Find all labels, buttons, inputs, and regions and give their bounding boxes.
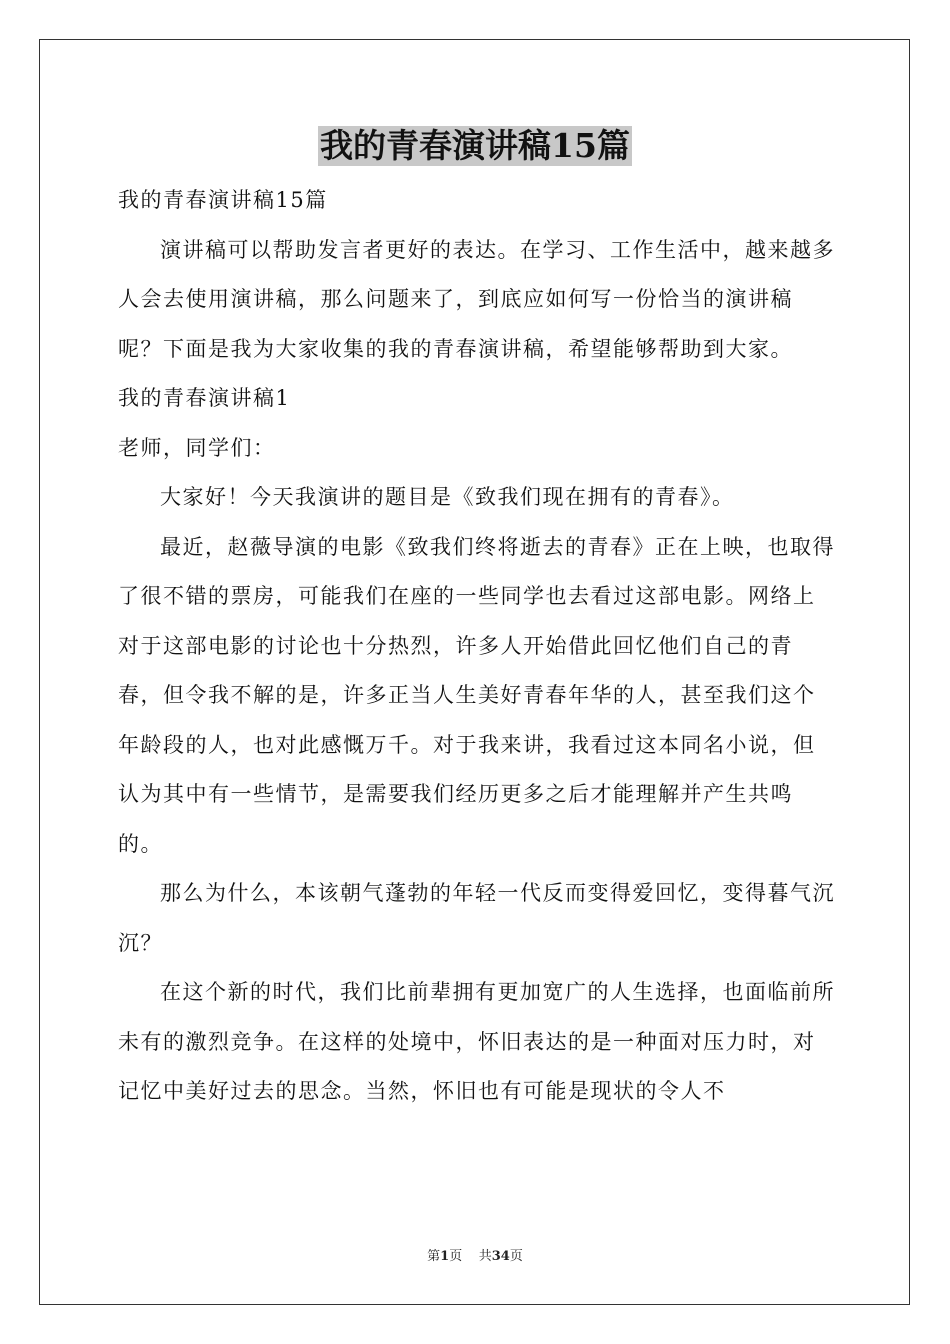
page-current: 1 (440, 1249, 450, 1264)
body-paragraph: 我的青春演讲稿15篇 (118, 188, 328, 212)
document-body (118, 176, 836, 1117)
total-suffix: 页 (509, 1249, 523, 1264)
section-heading: 我的青春演讲稿1 (118, 386, 291, 410)
salutation: 老师，同学们： (118, 435, 276, 460)
body-paragraph: 大家好！今天我演讲的题目是《致我们现在拥有的青春》。 (160, 485, 735, 509)
document-title: 我的青春演讲稿15篇 (320, 126, 630, 165)
page-total: 34 (491, 1249, 510, 1264)
body-paragraph: 那么为什么，本该朝气蓬勃的年轻一代反而变得爱回忆，变得暮气沉沉？ (118, 881, 835, 955)
body-paragraph: 最近，赵薇导演的电影《致我们终将逝去的青春》正在上映，也取得了很不错的票房，可能我们在座的一些同学也去看过这部电影。网络上对于这部电影的讨论也十分热烈，许多人开始借此回忆他们自己的青春，但令我不解的是，许多正当人生美好青春年华的人，甚至我们这个年龄段的人，也对此感慨万千。对于我来讲，我看过这本同名小说，但认为其中有一些情节，是需要我们经历更多之后才能理解并产生共鸣的。 (118, 534, 835, 856)
body-paragraph: 演讲稿可以帮助发言者更好的表达。在学习、工作生活中，越来越多人会去使用演讲稿，那么问题来了，到底应如何写一份恰当的演讲稿呢？下面是我为大家收集的我的青春演讲稿，希望能够帮助到大家。 (118, 237, 835, 361)
page-footer (0, 1248, 950, 1266)
body-paragraph: 在这个新的时代，我们比前辈拥有更加宽广的人生选择，也面临前所未有的激烈竞争。在这样的处境中，怀旧表达的是一种面对压力时，对记忆中美好过去的思念。当然，怀旧也有可能是现状的令人不 (118, 980, 835, 1103)
page-prefix: 第 (427, 1249, 441, 1264)
title-container (0, 126, 950, 166)
page-suffix: 页 (449, 1249, 463, 1264)
total-prefix: 共 (478, 1249, 492, 1264)
